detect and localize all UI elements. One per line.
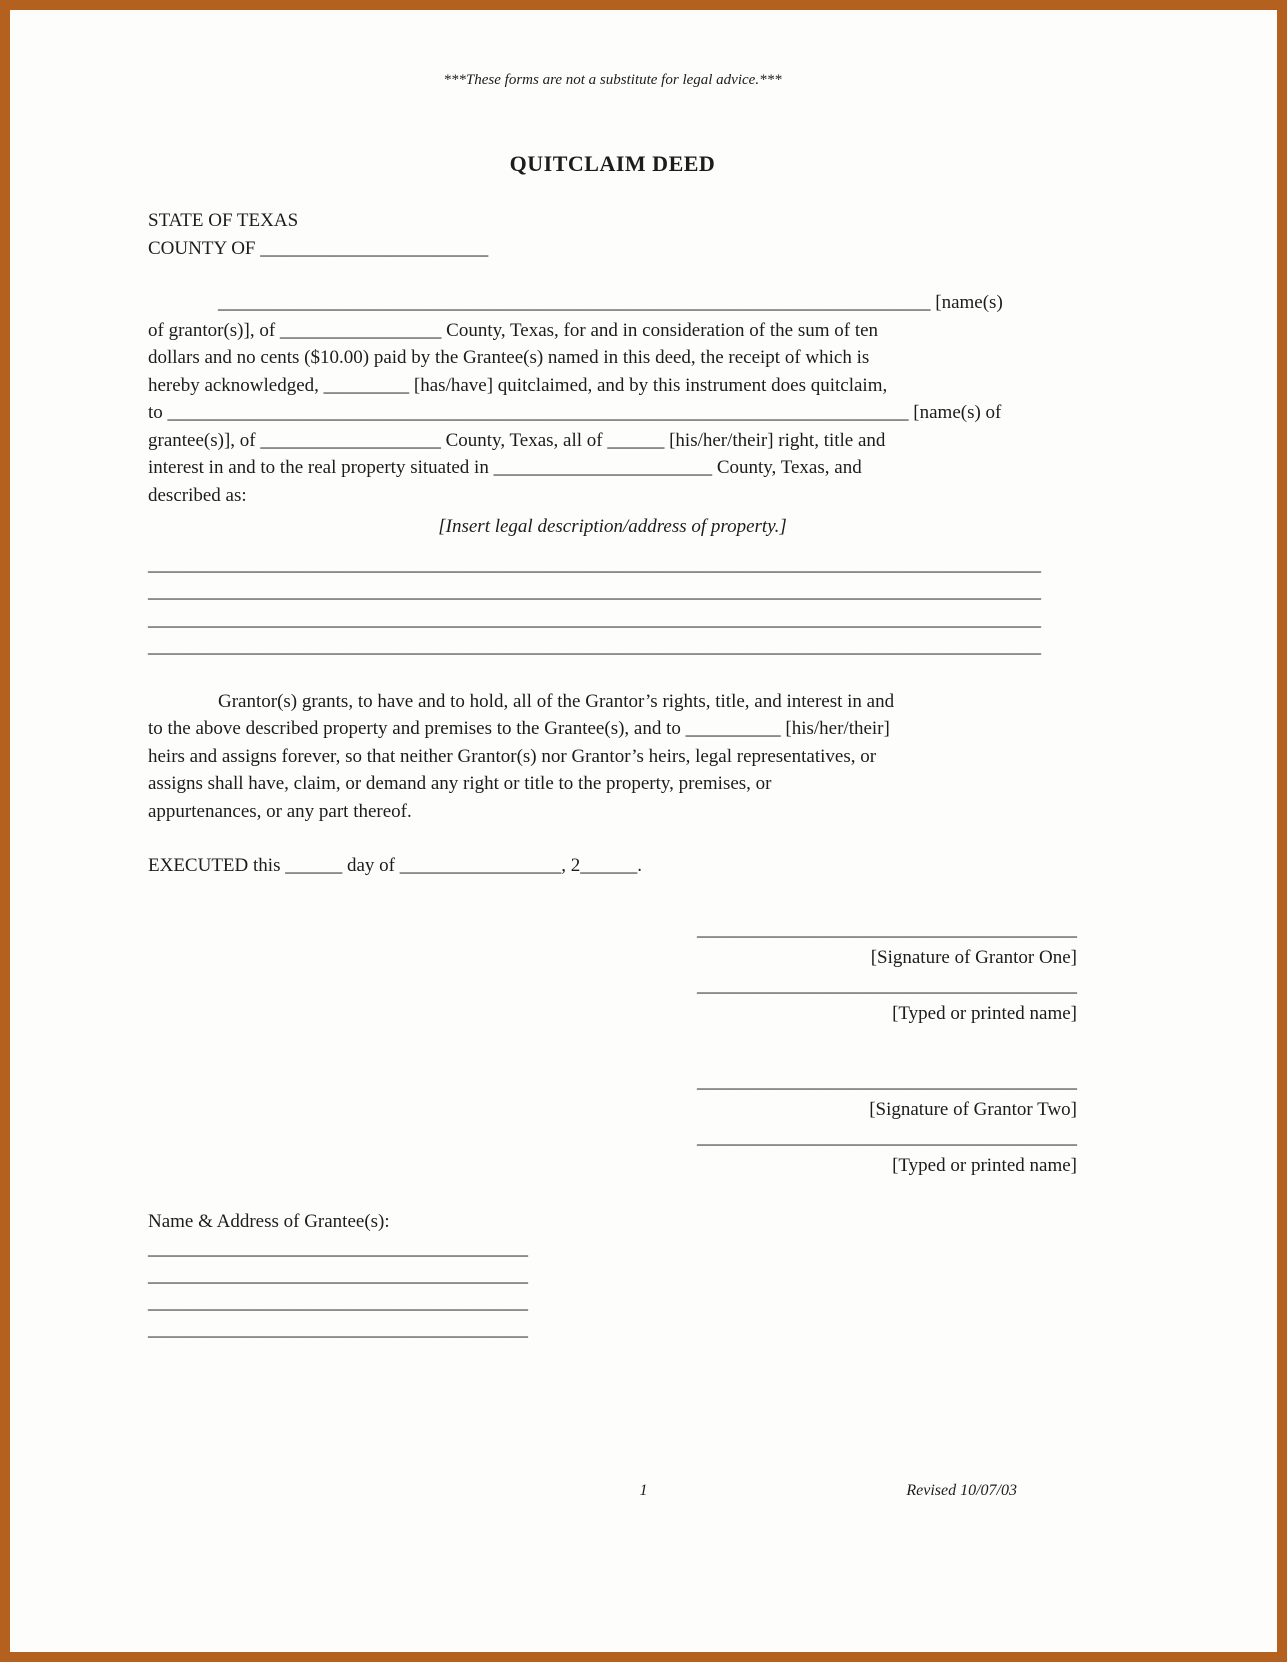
page-title: QUITCLAIM DEED	[509, 151, 716, 176]
legal-description-note: [Insert legal description/address of property.]	[438, 516, 787, 537]
legal-description-blank-lines	[148, 551, 1077, 661]
blank-line: ______________________________________________________________________________________________	[148, 636, 1041, 657]
signature-label: [Signature of Grantor Two]	[869, 1098, 1077, 1120]
blank-line: ______________________________________________________________________________________________	[148, 608, 1041, 630]
blank-line: ________________________________________	[148, 1318, 528, 1340]
paragraph-line: dollars and no cents ($10.00) paid by the Grantee(s) named in this deed, the receipt of which is	[148, 347, 870, 368]
revision-date: Revised 10/07/03	[906, 1482, 1017, 1499]
grantor-paragraph	[148, 289, 1077, 509]
jurisdiction-block	[148, 207, 1077, 262]
paragraph-line: to the above described property and premises to the Grantee(s), and to __________ [his/her/their]	[148, 718, 890, 739]
blank-line: ________________________________________	[148, 1291, 528, 1313]
habendum-paragraph	[148, 688, 1077, 826]
paragraph-line: heirs and assigns forever, so that neither Grantor(s) nor Grantor’s heirs, legal representatives, or	[148, 745, 877, 767]
page-number: 1	[639, 1482, 648, 1499]
signature-line: ________________________________________	[697, 1070, 1077, 1092]
legal-disclaimer: ***These forms are not a substitute for legal advice.***	[443, 72, 782, 88]
signature-section	[689, 916, 1077, 1180]
grantee-address-label: Name & Address of Grantee(s):	[148, 1210, 390, 1232]
paragraph-line: Grantor(s) grants, to have and to hold, all of the Grantor’s rights, title, and interest in and	[218, 690, 895, 712]
blank-line: ________________________________________	[148, 1237, 528, 1259]
blank-line: ______________________________________________________________________________________________	[148, 581, 1041, 602]
signature-line: ________________________________________	[697, 974, 1077, 996]
signature-line: ________________________________________	[697, 1126, 1077, 1148]
paragraph-line: assigns shall have, claim, or demand any right or title to the property, premises, or	[148, 773, 772, 794]
signature-label: [Typed or printed name]	[892, 1002, 1077, 1024]
executed-line: EXECUTED this ______ day of _________________, 2______.	[148, 855, 642, 876]
printed-name-group-grantor-two	[689, 1124, 1077, 1180]
paragraph-line: appurtenances, or any part thereof.	[148, 800, 412, 822]
page-content	[10, 10, 1277, 1343]
paragraph-line: ___________________________________________________________________________ [name(s)	[218, 292, 1003, 313]
state-line: STATE OF TEXAS	[148, 210, 299, 231]
county-line: COUNTY OF ________________________	[148, 237, 489, 259]
executed-clause	[148, 852, 1077, 880]
printed-name-group-grantor-one	[689, 972, 1077, 1028]
paragraph-line: to ______________________________________________________________________________ [name(s) of	[148, 402, 1002, 423]
signature-label: [Typed or printed name]	[892, 1154, 1077, 1176]
blank-line: ________________________________________	[148, 1264, 528, 1286]
blank-line: ______________________________________________________________________________________________	[148, 553, 1041, 575]
grantee-address-section	[148, 1208, 1077, 1343]
paragraph-line: described as:	[148, 484, 247, 506]
signature-label: [Signature of Grantor One]	[870, 946, 1077, 968]
paragraph-line: hereby acknowledged, _________ [has/have] quitclaimed, and by this instrument does quitclaim,	[148, 374, 888, 396]
paragraph-line: of grantor(s)], of _________________ County, Texas, for and in consideration of the sum of ten	[148, 319, 879, 341]
signature-group-grantor-two	[689, 1068, 1077, 1124]
paragraph-line: interest in and to the real property situated in _______________________ County, Texas, and	[148, 457, 862, 478]
signature-group-grantor-one	[689, 916, 1077, 972]
paragraph-line: grantee(s)], of ___________________ County, Texas, all of ______ [his/her/their] right, title and	[148, 429, 886, 451]
signature-line: ________________________________________	[697, 918, 1077, 940]
